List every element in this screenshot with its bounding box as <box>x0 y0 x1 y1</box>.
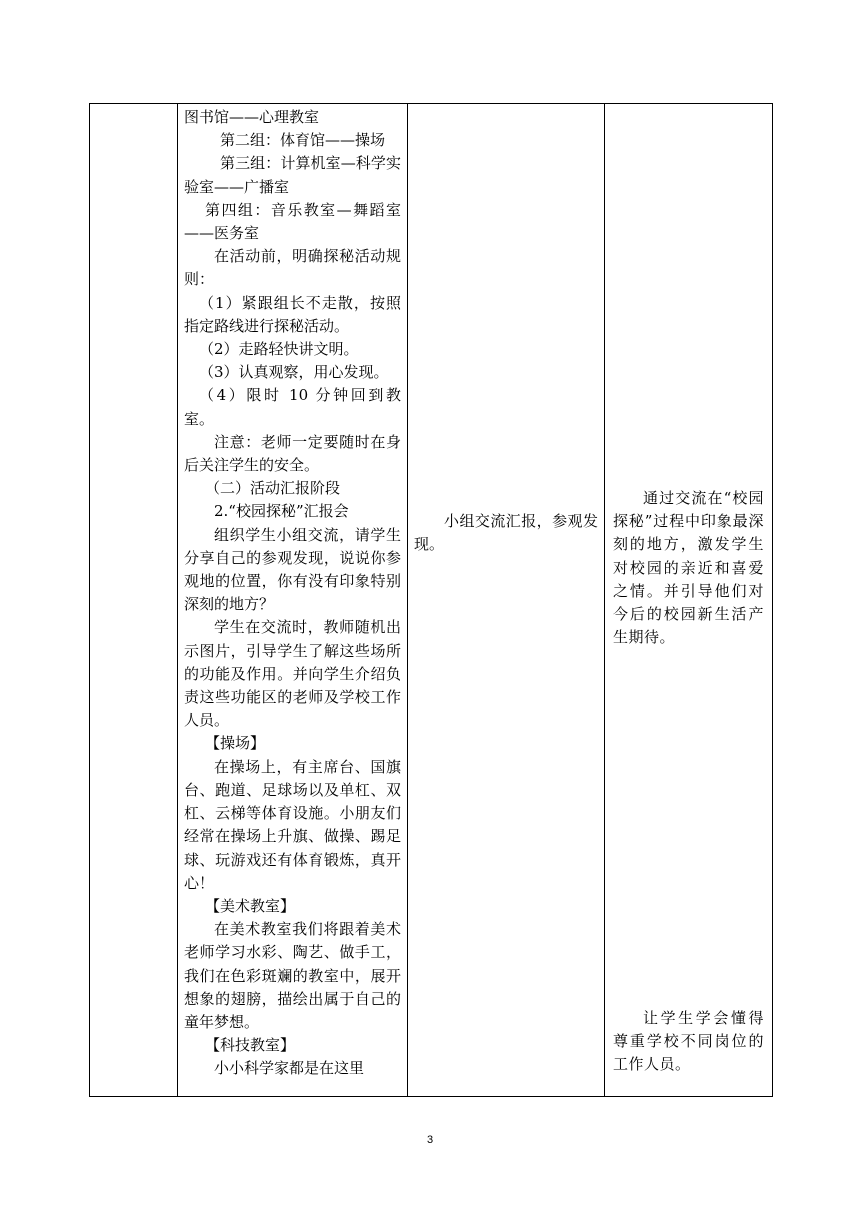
page-number: 3 <box>426 1134 434 1146</box>
step-text: 第二组：体育馆——操场 <box>220 131 386 150</box>
place-heading: 【操场】 <box>205 734 266 753</box>
student-activity-text: 小组交流汇报，参观发现。 <box>414 512 598 554</box>
design-intent-text: 通过交流在“校园探秘”过程中印象最深刻的地方，激发学生对校园的亲近和喜爱之情。并引导他们对今后的校园新生活产生期待。 <box>613 489 764 647</box>
teaching-steps-cell <box>178 104 408 1097</box>
step-text: 学生在交流时，教师随机出示图片，引导学生了解这些场所的功能及作用。并向学生介绍负责这些功能区的老师及学校工作人员。 <box>184 618 401 730</box>
step-text: 注意：老师一定要随时在身后关注学生的安全。 <box>184 432 401 475</box>
step-text: 第三组：计算机室—科学实验室——广播室 <box>184 154 401 196</box>
step-text: 组织学生小组交流，请学生分享自己的参观发现，说说你参观地的位置，你有没有印象特别深刻的地方？ <box>184 525 401 614</box>
step-text: 第四组：音乐教室—舞蹈室——医务室 <box>184 200 401 243</box>
step-text: 在美术教室我们将跟着美术老师学习水彩、陶艺、做手工，我们在色彩斑斓的教室中，展开想象的翅膀，描绘出属于自己的童年梦想。 <box>184 920 401 1031</box>
rule-item: （2）走路轻快讲文明。 <box>199 340 359 359</box>
empty-label-cell <box>90 104 178 1097</box>
lesson-plan-table <box>89 103 773 1097</box>
design-intent-text: 让学生学会懂得尊重学校不同岗位的工作人员。 <box>613 1009 764 1074</box>
rule-item: （4）限时 10 分钟回到教室。 <box>184 386 401 428</box>
table-row <box>90 104 773 1097</box>
design-intent-cell <box>605 104 773 1097</box>
step-text: 在操场上，有主席台、国旗台、跑道、足球场以及单杠、双杠、云梯等体育设施。小朋友们经常在操场上升旗、做操、踢足球、玩游戏还有体育锻炼，真开心！ <box>184 757 401 892</box>
student-activity-cell <box>408 104 605 1097</box>
step-text: 小小科学家都是在这里 <box>214 1059 365 1078</box>
rule-item: （3）认真观察，用心发现。 <box>199 363 389 382</box>
section-heading: 2.“校园探秘”汇报会 <box>214 502 349 521</box>
place-heading: 【科技教室】 <box>205 1036 296 1055</box>
step-text: 在活动前，明确探秘活动规则： <box>184 247 401 289</box>
place-heading: 【美术教室】 <box>205 896 296 915</box>
rule-item: （1）紧跟组长不走散，按照指定路线进行探秘活动。 <box>184 293 401 335</box>
section-heading: （二）活动汇报阶段 <box>205 479 341 498</box>
step-text: 图书馆——心理教室 <box>184 108 320 126</box>
